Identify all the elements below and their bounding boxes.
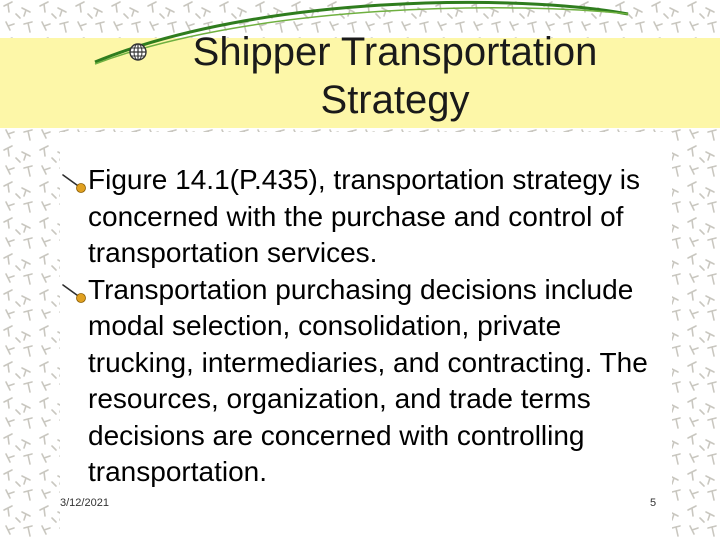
bullet-icon: [60, 282, 86, 304]
slide-title: Shipper Transportation Strategy: [192, 30, 598, 122]
bullet-icon: [60, 172, 86, 194]
footer-date: 3/12/2021: [60, 497, 109, 509]
bullet-item: [60, 272, 650, 491]
globe-icon: [128, 42, 148, 62]
bullet-item: [60, 162, 650, 272]
bullet-list: [60, 162, 650, 491]
bullet-text: Figure 14.1(P.435), transportation strategy is concerned with the purchase and control of transportation services.: [88, 164, 641, 268]
bullet-text: Transportation purchasing decisions include modal selection, consolidation, private trucking, intermediaries, and contracting. The resources, organization, and trade terms decisions are concerned with controlling transportation.: [88, 273, 648, 487]
slide-number: 5: [650, 497, 657, 509]
